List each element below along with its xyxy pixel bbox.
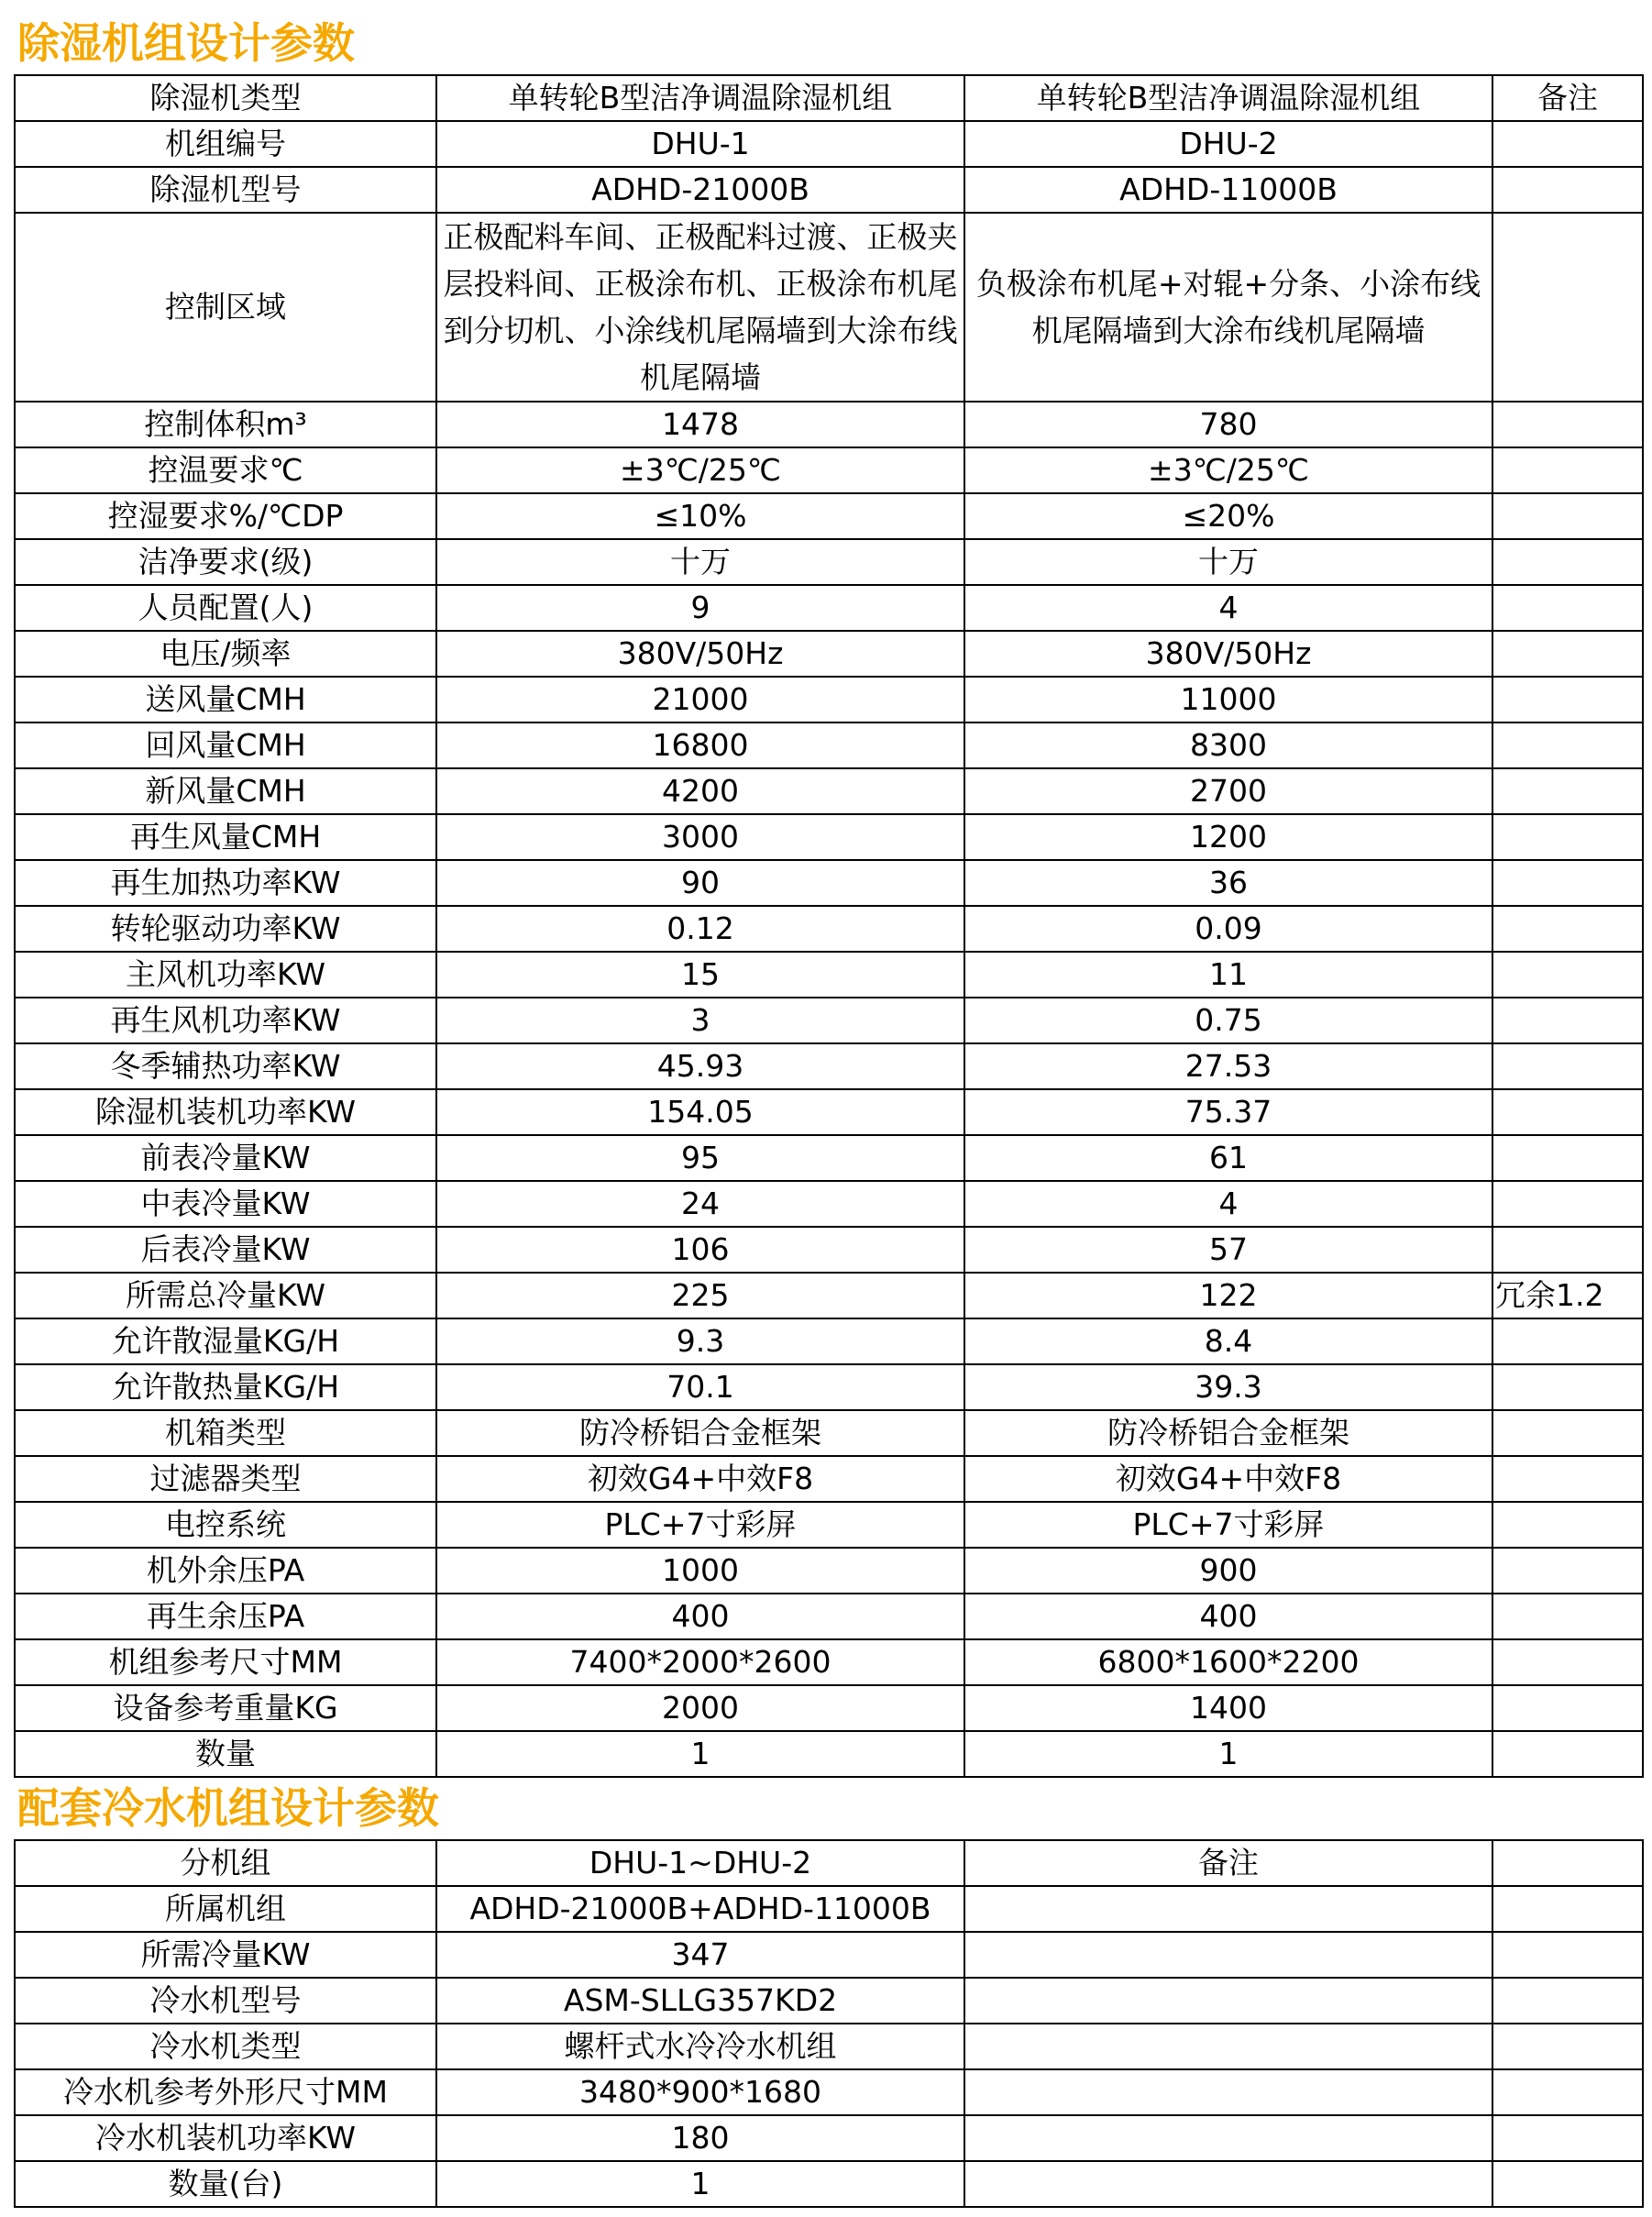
- note-cell[interactable]: [1492, 1135, 1643, 1181]
- note-cell[interactable]: [1492, 677, 1643, 722]
- value-cell[interactable]: ≤10%: [436, 493, 964, 539]
- row-label[interactable]: 冬季辅热功率KW: [15, 1043, 436, 1089]
- header-cell[interactable]: 除湿机类型: [15, 75, 436, 121]
- value-cell[interactable]: 螺杆式水冷冷水机组: [436, 2024, 964, 2069]
- value-cell[interactable]: ASM-SLLG357KD2: [436, 1978, 964, 2024]
- chiller-table: [14, 1839, 1644, 2208]
- table-row: [15, 1932, 1643, 1978]
- value-cell[interactable]: 780: [964, 402, 1492, 447]
- row-label[interactable]: 洁净要求(级): [15, 539, 436, 585]
- value-cell[interactable]: 39.3: [964, 1364, 1492, 1410]
- table-row: [15, 2115, 1643, 2161]
- note-cell[interactable]: [1492, 447, 1643, 493]
- note-cell[interactable]: [1492, 2161, 1643, 2207]
- value-cell[interactable]: 24: [436, 1181, 964, 1227]
- row-label[interactable]: 机组编号: [15, 121, 436, 167]
- value-cell[interactable]: 90: [436, 860, 964, 906]
- row-label[interactable]: 再生加热功率KW: [15, 860, 436, 906]
- row-label[interactable]: 控制区域: [15, 213, 436, 402]
- note-cell[interactable]: [1492, 1227, 1643, 1273]
- value-cell[interactable]: 0.09: [964, 906, 1492, 952]
- value-cell[interactable]: 4: [964, 1181, 1492, 1227]
- value-cell[interactable]: 1: [964, 1731, 1492, 1777]
- header-cell[interactable]: DHU-1~DHU-2: [436, 1840, 964, 1886]
- table-row: [15, 814, 1643, 860]
- row-label[interactable]: 机组参考尺寸MM: [15, 1639, 436, 1685]
- value-cell[interactable]: 75.37: [964, 1089, 1492, 1135]
- table-row: [15, 1410, 1643, 1456]
- value-cell[interactable]: [964, 2024, 1492, 2069]
- value-cell[interactable]: 11: [964, 952, 1492, 998]
- value-cell[interactable]: 0.75: [964, 998, 1492, 1043]
- row-label[interactable]: 机外余压PA: [15, 1548, 436, 1594]
- table-row: [15, 631, 1643, 677]
- table-row: [15, 1089, 1643, 1135]
- table-row: [15, 1456, 1643, 1502]
- table-row: [15, 2069, 1643, 2115]
- note-cell[interactable]: [1492, 814, 1643, 860]
- row-label[interactable]: 所需冷量KW: [15, 1932, 436, 1978]
- value-cell[interactable]: 380V/50Hz: [964, 631, 1492, 677]
- row-label[interactable]: 电控系统: [15, 1502, 436, 1548]
- row-label[interactable]: 控温要求℃: [15, 447, 436, 493]
- value-cell[interactable]: 21000: [436, 677, 964, 722]
- row-label[interactable]: 控制体积m³: [15, 402, 436, 447]
- value-cell[interactable]: 4200: [436, 768, 964, 814]
- value-cell[interactable]: 初效G4+中效F8: [964, 1456, 1492, 1502]
- row-label[interactable]: 允许散热量KG/H: [15, 1364, 436, 1410]
- value-cell[interactable]: [964, 1978, 1492, 2024]
- header-row: [15, 75, 1643, 121]
- table-row: [15, 2024, 1643, 2069]
- header-cell[interactable]: 单转轮B型洁净调温除湿机组: [436, 75, 964, 121]
- value-cell[interactable]: 95: [436, 1135, 964, 1181]
- value-cell[interactable]: 225: [436, 1273, 964, 1318]
- note-cell[interactable]: [1492, 906, 1643, 952]
- note-cell[interactable]: [1492, 121, 1643, 167]
- row-label[interactable]: 除湿机型号: [15, 167, 436, 213]
- value-cell[interactable]: 3: [436, 998, 964, 1043]
- value-cell[interactable]: 3000: [436, 814, 964, 860]
- value-cell[interactable]: 1400: [964, 1685, 1492, 1731]
- value-cell[interactable]: 3480*900*1680: [436, 2069, 964, 2115]
- header-cell[interactable]: 备注: [1492, 75, 1643, 121]
- value-cell[interactable]: 1478: [436, 402, 964, 447]
- section1-title: 除湿机组设计参数: [17, 18, 355, 68]
- note-cell[interactable]: [1492, 1932, 1643, 1978]
- value-cell[interactable]: 8.4: [964, 1318, 1492, 1364]
- header-cell[interactable]: 备注: [964, 1840, 1492, 1886]
- value-cell[interactable]: 9: [436, 585, 964, 631]
- note-cell[interactable]: [1492, 768, 1643, 814]
- value-cell[interactable]: ≤20%: [964, 493, 1492, 539]
- row-label[interactable]: 过滤器类型: [15, 1456, 436, 1502]
- value-cell[interactable]: PLC+7寸彩屏: [964, 1502, 1492, 1548]
- value-cell[interactable]: [964, 2161, 1492, 2207]
- table-row: [15, 860, 1643, 906]
- row-label[interactable]: 再生余压PA: [15, 1594, 436, 1639]
- value-cell[interactable]: 1200: [964, 814, 1492, 860]
- value-cell[interactable]: 27.53: [964, 1043, 1492, 1089]
- value-cell[interactable]: 防冷桥铝合金框架: [964, 1410, 1492, 1456]
- value-cell[interactable]: 36: [964, 860, 1492, 906]
- value-cell[interactable]: 400: [964, 1594, 1492, 1639]
- value-cell[interactable]: 180: [436, 2115, 964, 2161]
- row-label[interactable]: 再生风机功率KW: [15, 998, 436, 1043]
- value-cell[interactable]: ±3℃/25℃: [964, 447, 1492, 493]
- table-row: [15, 1548, 1643, 1594]
- value-cell[interactable]: [964, 1932, 1492, 1978]
- row-label[interactable]: 主风机功率KW: [15, 952, 436, 998]
- value-cell[interactable]: 400: [436, 1594, 964, 1639]
- table-row: [15, 952, 1643, 998]
- value-cell[interactable]: 45.93: [436, 1043, 964, 1089]
- note-cell[interactable]: [1492, 1364, 1643, 1410]
- table-row: [15, 1594, 1643, 1639]
- value-cell[interactable]: 十万: [436, 539, 964, 585]
- table-row: [15, 998, 1643, 1043]
- row-label[interactable]: 回风量CMH: [15, 722, 436, 768]
- header-cell[interactable]: 分机组: [15, 1840, 436, 1886]
- value-cell[interactable]: 106: [436, 1227, 964, 1273]
- note-cell[interactable]: [1492, 1685, 1643, 1731]
- note-cell[interactable]: [1492, 1318, 1643, 1364]
- table-row: [15, 121, 1643, 167]
- row-label[interactable]: 数量: [15, 1731, 436, 1777]
- note-cell[interactable]: [1492, 1978, 1643, 2024]
- table-row: [15, 1181, 1643, 1227]
- value-cell[interactable]: 154.05: [436, 1089, 964, 1135]
- note-cell[interactable]: [1492, 1181, 1643, 1227]
- header-row: [15, 1840, 1643, 1886]
- table-row: [15, 906, 1643, 952]
- row-label[interactable]: 冷水机参考外形尺寸MM: [15, 2069, 436, 2115]
- table-row: [15, 1886, 1643, 1932]
- value-cell[interactable]: 900: [964, 1548, 1492, 1594]
- note-cell[interactable]: [1492, 2115, 1643, 2161]
- row-label[interactable]: 送风量CMH: [15, 677, 436, 722]
- row-label[interactable]: 冷水机装机功率KW: [15, 2115, 436, 2161]
- note-cell[interactable]: [1492, 493, 1643, 539]
- dehumidifier-table: [14, 74, 1644, 1778]
- value-cell[interactable]: 1: [436, 1731, 964, 1777]
- value-cell[interactable]: ADHD-21000B+ADHD-11000B: [436, 1886, 964, 1932]
- note-cell[interactable]: 冗余1.2: [1492, 1273, 1643, 1318]
- table-row: [15, 1978, 1643, 2024]
- value-cell[interactable]: 4: [964, 585, 1492, 631]
- row-label[interactable]: 设备参考重量KG: [15, 1685, 436, 1731]
- value-cell[interactable]: DHU-2: [964, 121, 1492, 167]
- row-label[interactable]: 中表冷量KW: [15, 1181, 436, 1227]
- note-cell[interactable]: [1492, 1456, 1643, 1502]
- row-label[interactable]: 数量(台): [15, 2161, 436, 2207]
- note-cell[interactable]: [1492, 213, 1643, 402]
- table-row: [15, 1364, 1643, 1410]
- note-cell[interactable]: [1492, 998, 1643, 1043]
- row-label[interactable]: 再生风量CMH: [15, 814, 436, 860]
- value-cell[interactable]: 2700: [964, 768, 1492, 814]
- row-label[interactable]: 所属机组: [15, 1886, 436, 1932]
- section2-title: 配套冷水机组设计参数: [17, 1783, 439, 1833]
- value-cell[interactable]: 57: [964, 1227, 1492, 1273]
- value-cell[interactable]: 初效G4+中效F8: [436, 1456, 964, 1502]
- value-cell[interactable]: ±3℃/25℃: [436, 447, 964, 493]
- table-row: [15, 167, 1643, 213]
- note-cell[interactable]: [1492, 2024, 1643, 2069]
- row-label[interactable]: 冷水机类型: [15, 2024, 436, 2069]
- value-cell[interactable]: 1000: [436, 1548, 964, 1594]
- note-cell[interactable]: [1492, 860, 1643, 906]
- header-cell[interactable]: [1492, 1840, 1643, 1886]
- table-row: [15, 447, 1643, 493]
- value-cell[interactable]: PLC+7寸彩屏: [436, 1502, 964, 1548]
- value-cell[interactable]: 347: [436, 1932, 964, 1978]
- note-cell[interactable]: [1492, 722, 1643, 768]
- value-cell[interactable]: [964, 2115, 1492, 2161]
- note-cell[interactable]: [1492, 539, 1643, 585]
- note-cell[interactable]: [1492, 1594, 1643, 1639]
- row-label[interactable]: 电压/频率: [15, 631, 436, 677]
- row-label[interactable]: 冷水机型号: [15, 1978, 436, 2024]
- row-label[interactable]: 所需总冷量KW: [15, 1273, 436, 1318]
- note-cell[interactable]: [1492, 1639, 1643, 1685]
- table-row: [15, 1639, 1643, 1685]
- table-row: [15, 768, 1643, 814]
- table-row: [15, 539, 1643, 585]
- note-cell[interactable]: [1492, 1886, 1643, 1932]
- value-cell[interactable]: 7400*2000*2600: [436, 1639, 964, 1685]
- table-row: [15, 1731, 1643, 1777]
- note-cell[interactable]: [1492, 167, 1643, 213]
- table-row: [15, 1502, 1643, 1548]
- value-cell[interactable]: 70.1: [436, 1364, 964, 1410]
- value-cell[interactable]: 380V/50Hz: [436, 631, 964, 677]
- value-cell[interactable]: 122: [964, 1273, 1492, 1318]
- value-cell[interactable]: 6800*1600*2200: [964, 1639, 1492, 1685]
- note-cell[interactable]: [1492, 952, 1643, 998]
- note-cell[interactable]: [1492, 1089, 1643, 1135]
- note-cell[interactable]: [1492, 2069, 1643, 2115]
- row-label[interactable]: 转轮驱动功率KW: [15, 906, 436, 952]
- row-label[interactable]: 允许散湿量KG/H: [15, 1318, 436, 1364]
- row-label[interactable]: 除湿机装机功率KW: [15, 1089, 436, 1135]
- value-cell[interactable]: [964, 1886, 1492, 1932]
- table-row: [15, 1273, 1643, 1318]
- note-cell[interactable]: [1492, 1410, 1643, 1456]
- table-row: [15, 1227, 1643, 1273]
- spreadsheet: [14, 13, 1642, 2208]
- table-row: [15, 1685, 1643, 1731]
- table-row: [15, 1318, 1643, 1364]
- table-row: [15, 585, 1643, 631]
- value-cell[interactable]: 9.3: [436, 1318, 964, 1364]
- value-cell[interactable]: 1: [436, 2161, 964, 2207]
- note-cell[interactable]: [1492, 402, 1643, 447]
- value-cell[interactable]: ADHD-21000B: [436, 167, 964, 213]
- value-cell[interactable]: 正极配料车间、正极配料过渡、正极夹层投料间、正极涂布机、正极涂布机尾到分切机、小涂线机尾隔墙到大涂布线机尾隔墙: [436, 213, 964, 402]
- value-cell[interactable]: ADHD-11000B: [964, 167, 1492, 213]
- note-cell[interactable]: [1492, 585, 1643, 631]
- note-cell[interactable]: [1492, 1731, 1643, 1777]
- note-cell[interactable]: [1492, 1043, 1643, 1089]
- row-label[interactable]: 机箱类型: [15, 1410, 436, 1456]
- row-label[interactable]: 前表冷量KW: [15, 1135, 436, 1181]
- value-cell[interactable]: 8300: [964, 722, 1492, 768]
- value-cell[interactable]: 16800: [436, 722, 964, 768]
- table-row: [15, 213, 1643, 402]
- value-cell[interactable]: 2000: [436, 1685, 964, 1731]
- table-row: [15, 677, 1643, 722]
- value-cell[interactable]: 11000: [964, 677, 1492, 722]
- table-row: [15, 2161, 1643, 2207]
- value-cell[interactable]: [964, 2069, 1492, 2115]
- value-cell[interactable]: 61: [964, 1135, 1492, 1181]
- table-row: [15, 402, 1643, 447]
- value-cell[interactable]: 十万: [964, 539, 1492, 585]
- value-cell[interactable]: 0.12: [436, 906, 964, 952]
- row-label[interactable]: 控湿要求%/℃DP: [15, 493, 436, 539]
- note-cell[interactable]: [1492, 1548, 1643, 1594]
- table-row: [15, 1043, 1643, 1089]
- table-row: [15, 1135, 1643, 1181]
- note-cell[interactable]: [1492, 631, 1643, 677]
- table-row: [15, 722, 1643, 768]
- value-cell[interactable]: 负极涂布机尾+对辊+分条、小涂布线机尾隔墙到大涂布线机尾隔墙: [964, 213, 1492, 402]
- value-cell[interactable]: DHU-1: [436, 121, 964, 167]
- row-label[interactable]: 人员配置(人): [15, 585, 436, 631]
- value-cell[interactable]: 15: [436, 952, 964, 998]
- row-label[interactable]: 后表冷量KW: [15, 1227, 436, 1273]
- header-cell[interactable]: 单转轮B型洁净调温除湿机组: [964, 75, 1492, 121]
- table-row: [15, 493, 1643, 539]
- note-cell[interactable]: [1492, 1502, 1643, 1548]
- value-cell[interactable]: 防冷桥铝合金框架: [436, 1410, 964, 1456]
- row-label[interactable]: 新风量CMH: [15, 768, 436, 814]
